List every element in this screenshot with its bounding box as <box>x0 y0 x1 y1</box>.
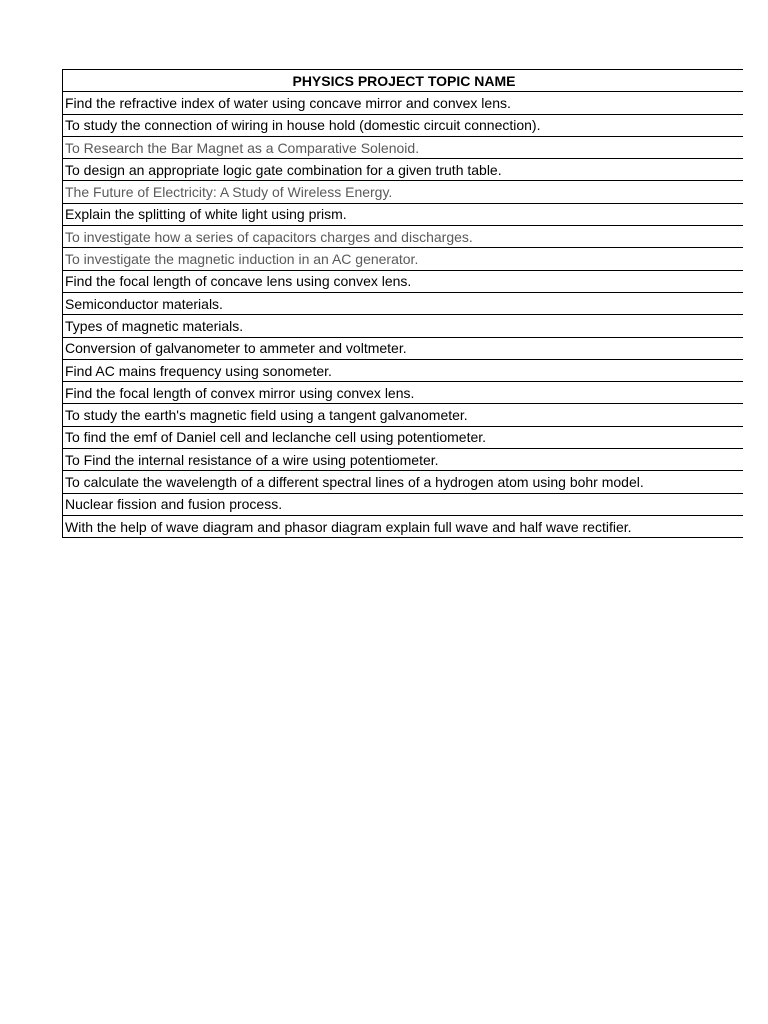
topic-cell[interactable]: To design an appropriate logic gate combination for a given truth table. <box>63 159 744 181</box>
topic-cell[interactable]: Semiconductor materials. <box>63 292 744 314</box>
topic-cell[interactable]: To study the connection of wiring in house hold (domestic circuit connection). <box>63 114 744 136</box>
topic-cell[interactable]: To calculate the wavelength of a different spectral lines of a hydrogen atom using bohr model. <box>63 471 744 493</box>
table-row <box>63 471 744 493</box>
topic-cell[interactable]: To Find the internal resistance of a wire using potentiometer. <box>63 449 744 471</box>
topic-cell[interactable]: Conversion of galvanometer to ammeter and voltmeter. <box>63 337 744 359</box>
topic-cell[interactable]: To find the emf of Daniel cell and leclanche cell using potentiometer. <box>63 426 744 448</box>
topic-cell[interactable]: To investigate the magnetic induction in an AC generator. <box>63 248 744 270</box>
project-topics-table <box>62 69 743 538</box>
table-row <box>63 426 744 448</box>
table-row <box>63 449 744 471</box>
table-row <box>63 114 744 136</box>
table-row <box>63 159 744 181</box>
topic-cell[interactable]: With the help of wave diagram and phasor diagram explain full wave and half wave rectifier. <box>63 515 744 537</box>
header-row <box>63 70 744 92</box>
table-row <box>63 136 744 158</box>
topic-cell[interactable]: To Research the Bar Magnet as a Comparative Solenoid. <box>63 136 744 158</box>
table-row <box>63 315 744 337</box>
topic-cell[interactable]: Find the focal length of convex mirror using convex lens. <box>63 382 744 404</box>
header-cell[interactable]: PHYSICS PROJECT TOPIC NAME <box>63 70 744 92</box>
table-row <box>63 292 744 314</box>
table-row <box>63 226 744 248</box>
topic-cell[interactable]: Find the refractive index of water using concave mirror and convex lens. <box>63 92 744 114</box>
topic-rows <box>63 92 744 538</box>
table-row <box>63 493 744 515</box>
topic-cell[interactable]: To study the earth's magnetic field using a tangent galvanometer. <box>63 404 744 426</box>
table-row <box>63 270 744 292</box>
table-row <box>63 181 744 203</box>
topic-cell[interactable]: Find the focal length of concave lens using convex lens. <box>63 270 744 292</box>
topic-cell[interactable]: The Future of Electricity: A Study of Wireless Energy. <box>63 181 744 203</box>
topic-cell[interactable]: To investigate how a series of capacitors charges and discharges. <box>63 226 744 248</box>
table-row <box>63 404 744 426</box>
table-row <box>63 515 744 537</box>
table-row <box>63 359 744 381</box>
table-row <box>63 382 744 404</box>
topic-cell[interactable]: Explain the splitting of white light using prism. <box>63 203 744 225</box>
topic-cell[interactable]: Nuclear fission and fusion process. <box>63 493 744 515</box>
topic-cell[interactable]: Find AC mains frequency using sonometer. <box>63 359 744 381</box>
table-row <box>63 92 744 114</box>
table-row <box>63 248 744 270</box>
table-row <box>63 337 744 359</box>
topic-cell[interactable]: Types of magnetic materials. <box>63 315 744 337</box>
table-row <box>63 203 744 225</box>
